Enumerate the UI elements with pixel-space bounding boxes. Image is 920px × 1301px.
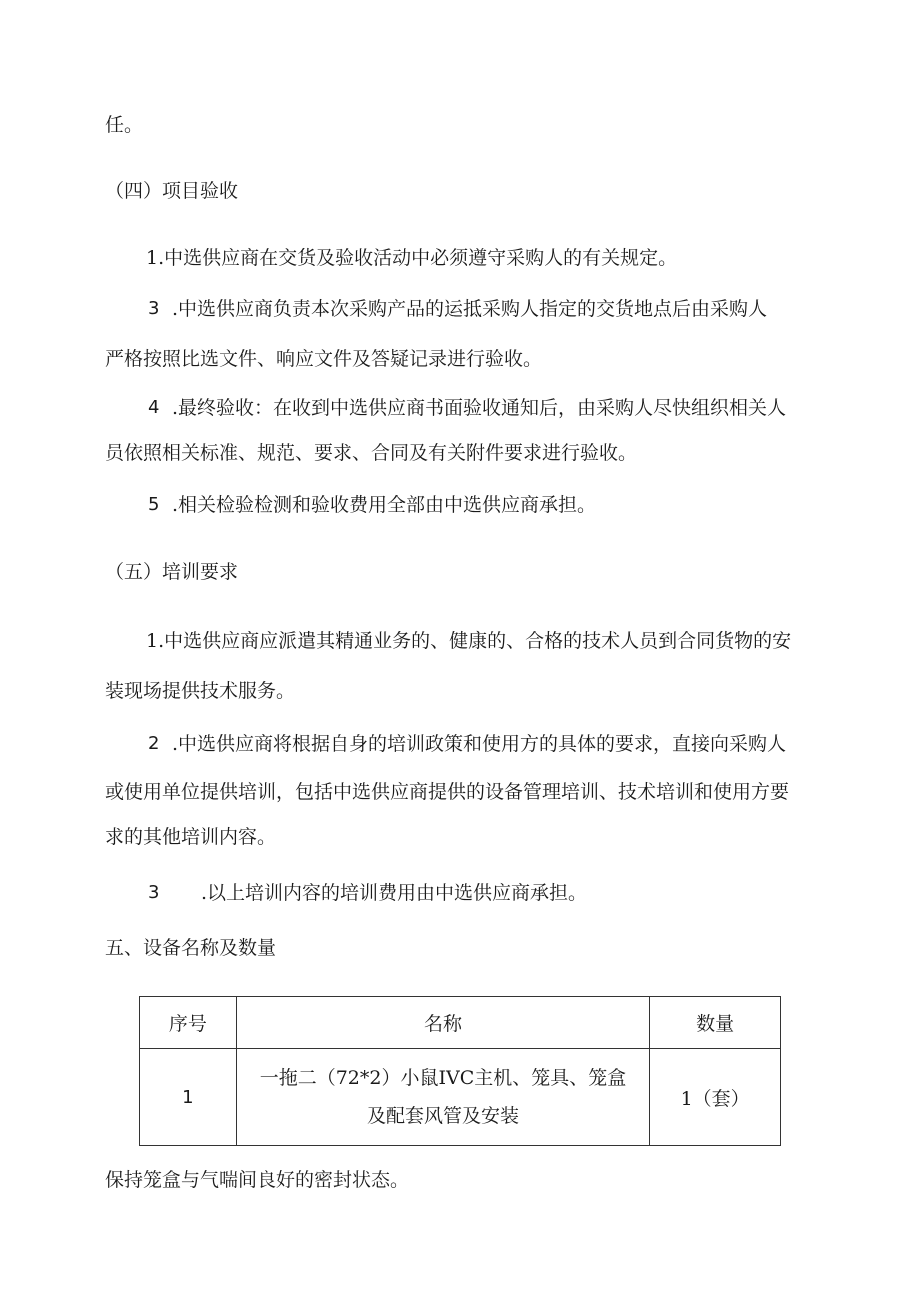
header-qty: 数量	[650, 997, 781, 1049]
equipment-table	[139, 996, 781, 1146]
acceptance-item-4-number: 4	[148, 397, 160, 418]
table-header-row	[140, 997, 781, 1049]
acceptance-item-5-line-1: .相关检验检测和验收费用全部由中选供应商承担。	[172, 494, 597, 516]
acceptance-item-1: 1.中选供应商在交货及验收活动中必须遵守采购人的有关规定。	[146, 247, 678, 269]
cell-name-line-1: 一拖二（72*2）小鼠IVC主机、笼具、笼盒	[259, 1067, 627, 1089]
header-seq: 序号	[140, 997, 237, 1049]
training-item-3-line-1: .以上培训内容的培训费用由中选供应商承担。	[201, 882, 588, 904]
paragraph-continuation: 任。	[105, 114, 144, 136]
training-item-1-line-2: 装现场提供技术服务。	[105, 680, 296, 702]
training-item-1-line-1: 1.中选供应商应派遣其精通业务的、健康的、合格的技术人员到合同货物的安	[146, 630, 792, 652]
training-item-2-line-3: 求的其他培训内容。	[105, 826, 277, 848]
acceptance-item-3-line-1: .中选供应商负责本次采购产品的运抵采购人指定的交货地点后由采购人	[172, 298, 768, 320]
training-item-2-line-2: 或使用单位提供培训，包括中选供应商提供的设备管理培训、技术培训和使用方要	[105, 781, 790, 803]
header-name: 名称	[236, 997, 650, 1049]
closing-paragraph: 保持笼盒与气喘间良好的密封状态。	[105, 1169, 410, 1191]
heading-equipment-list: 五、设备名称及数量	[105, 937, 277, 959]
acceptance-item-3-number: 3	[148, 298, 160, 319]
heading-training-requirements: （五）培训要求	[105, 561, 239, 583]
cell-name-line-2: 及配套风管及安装	[366, 1105, 519, 1127]
training-item-2-line-1: .中选供应商将根据自身的培训政策和使用方的具体的要求，直接向采购人	[172, 733, 787, 755]
table-row	[140, 1049, 781, 1146]
training-item-2-number: 2	[148, 733, 160, 754]
acceptance-item-4-line-2: 员依照相关标准、规范、要求、合同及有关附件要求进行验收。	[105, 442, 638, 464]
cell-name	[236, 1049, 650, 1146]
cell-seq: 1	[140, 1049, 237, 1146]
training-item-3-number: 3	[148, 882, 160, 903]
cell-qty: 1（套）	[650, 1049, 781, 1146]
acceptance-item-4-line-1: .最终验收：在收到中选供应商书面验收通知后，由采购人尽快组织相关人	[172, 397, 787, 419]
acceptance-item-5-number: 5	[148, 494, 160, 515]
heading-project-acceptance: （四）项目验收	[105, 180, 239, 202]
acceptance-item-3-line-2: 严格按照比选文件、响应文件及答疑记录进行验收。	[105, 348, 543, 370]
